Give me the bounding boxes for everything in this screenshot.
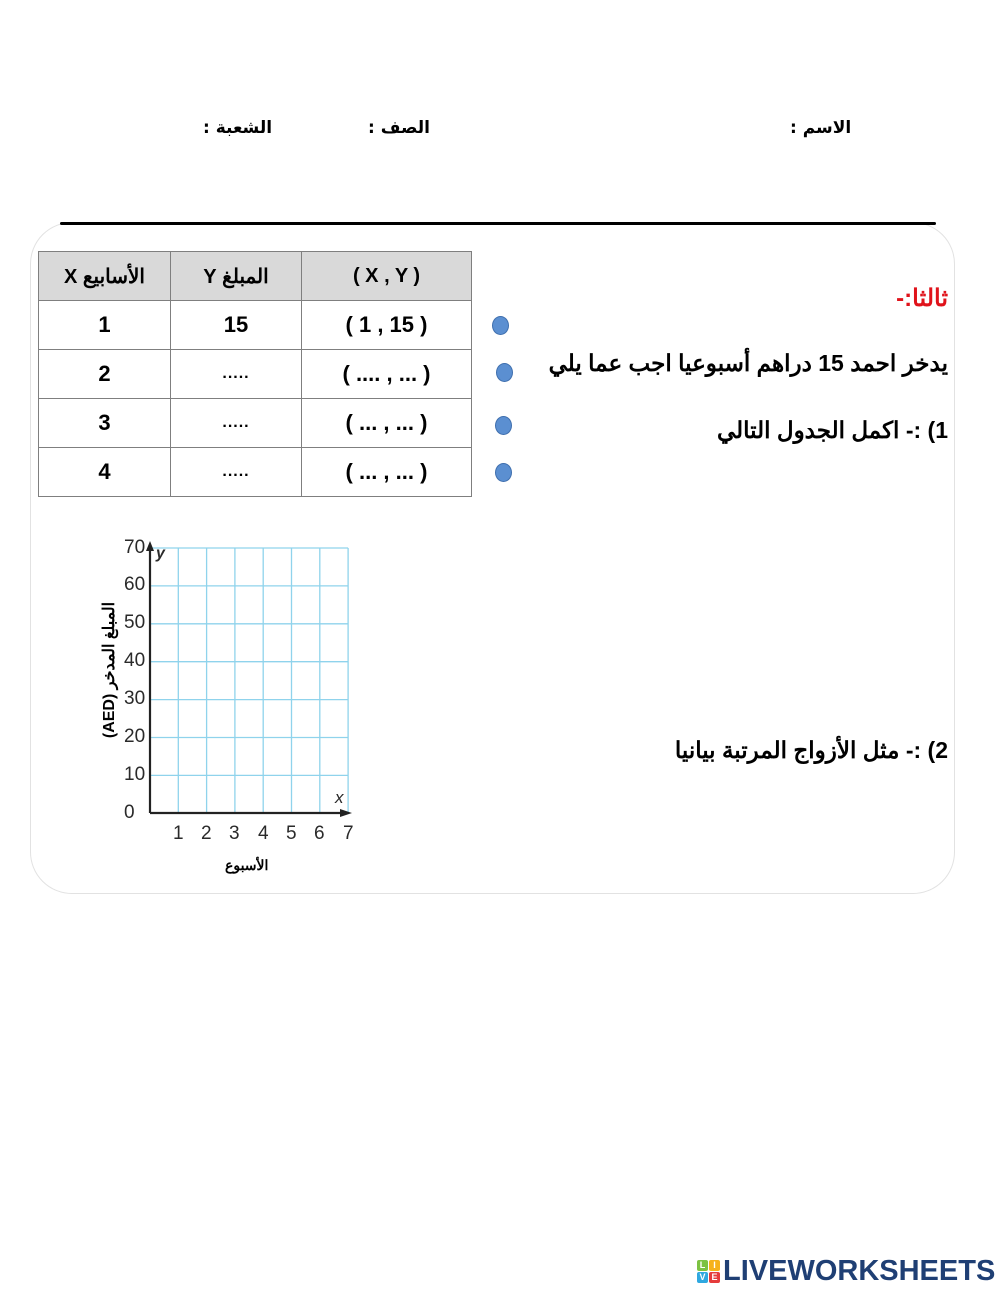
liveworksheets-logo[interactable] — [697, 1255, 995, 1288]
y-tick: 0 — [124, 802, 135, 823]
question-2: 2) :- مثل الأزواج المرتبة بيانيا — [674, 737, 948, 763]
problem-statement: يدخر احمد 15 دراهم أسبوعيا اجب عما يلي — [548, 350, 948, 376]
section-title: ثالثا:- — [896, 285, 948, 312]
x-tick: 2 — [201, 823, 212, 844]
logo-letter: V — [697, 1272, 708, 1283]
y-tick: 20 — [124, 726, 146, 747]
cell-y-blank[interactable]: ..... — [171, 399, 302, 448]
logo-letter: L — [697, 1260, 708, 1271]
header-pair: ( X , Y ) — [302, 252, 472, 301]
x-tick: 3 — [229, 823, 240, 844]
cell-x: 4 — [39, 448, 171, 497]
logo-letter: E — [709, 1272, 720, 1283]
x-axis-title: الأسبوع — [225, 857, 269, 873]
x-tick: 4 — [258, 823, 269, 844]
match-dot-3[interactable] — [495, 416, 512, 435]
class-field-label: الصف : — [368, 118, 430, 138]
y-tick: 50 — [124, 612, 146, 633]
y-axis-title: المبلغ المدخر (AED) — [101, 601, 118, 739]
grid-lines — [150, 548, 348, 813]
question-1: 1) :- اكمل الجدول التالي — [716, 417, 948, 443]
cell-pair: ( 1 , 15 ) — [302, 301, 472, 350]
match-dot-2[interactable] — [496, 363, 513, 382]
x-tick: 5 — [286, 823, 297, 844]
name-field-label: الاسم : — [790, 118, 852, 138]
x-axis-letter: x — [335, 788, 344, 807]
cell-x: 2 — [39, 350, 171, 399]
y-tick: 40 — [124, 650, 146, 671]
table-header-row — [39, 252, 472, 301]
cell-pair-blank[interactable]: ( .... , ... ) — [302, 350, 472, 399]
header-amount: المبلغ Y — [171, 252, 302, 301]
logo-icon — [697, 1260, 720, 1283]
x-tick: 1 — [173, 823, 184, 844]
cell-y-blank[interactable]: ..... — [171, 448, 302, 497]
x-tick: 7 — [343, 823, 354, 844]
cell-y-blank[interactable]: ..... — [171, 350, 302, 399]
logo-wordmark: LIVEWORKSHEETS — [723, 1255, 996, 1287]
values-table — [38, 251, 472, 497]
table-row — [39, 350, 472, 399]
y-axis-letter: y — [156, 545, 165, 562]
x-tick: 6 — [314, 823, 325, 844]
table-row — [39, 399, 472, 448]
y-tick: 60 — [124, 574, 146, 595]
logo-letter: I — [709, 1260, 720, 1271]
cell-y: 15 — [171, 301, 302, 350]
table-row — [39, 301, 472, 350]
section-field-label: الشعبة : — [203, 118, 273, 138]
cell-x: 1 — [39, 301, 171, 350]
match-dot-4[interactable] — [495, 463, 512, 482]
coordinate-plane[interactable] — [80, 535, 370, 885]
table-row — [39, 448, 472, 497]
y-tick: 70 — [124, 537, 146, 558]
match-dot-1[interactable] — [492, 316, 509, 335]
cell-x: 3 — [39, 399, 171, 448]
header-weeks: الأسابيع X — [39, 252, 171, 301]
cell-pair-blank[interactable]: ( ... , ... ) — [302, 448, 472, 497]
y-tick: 10 — [124, 764, 146, 785]
y-tick: 30 — [124, 688, 146, 709]
divider-line — [60, 222, 936, 225]
cell-pair-blank[interactable]: ( ... , ... ) — [302, 399, 472, 448]
